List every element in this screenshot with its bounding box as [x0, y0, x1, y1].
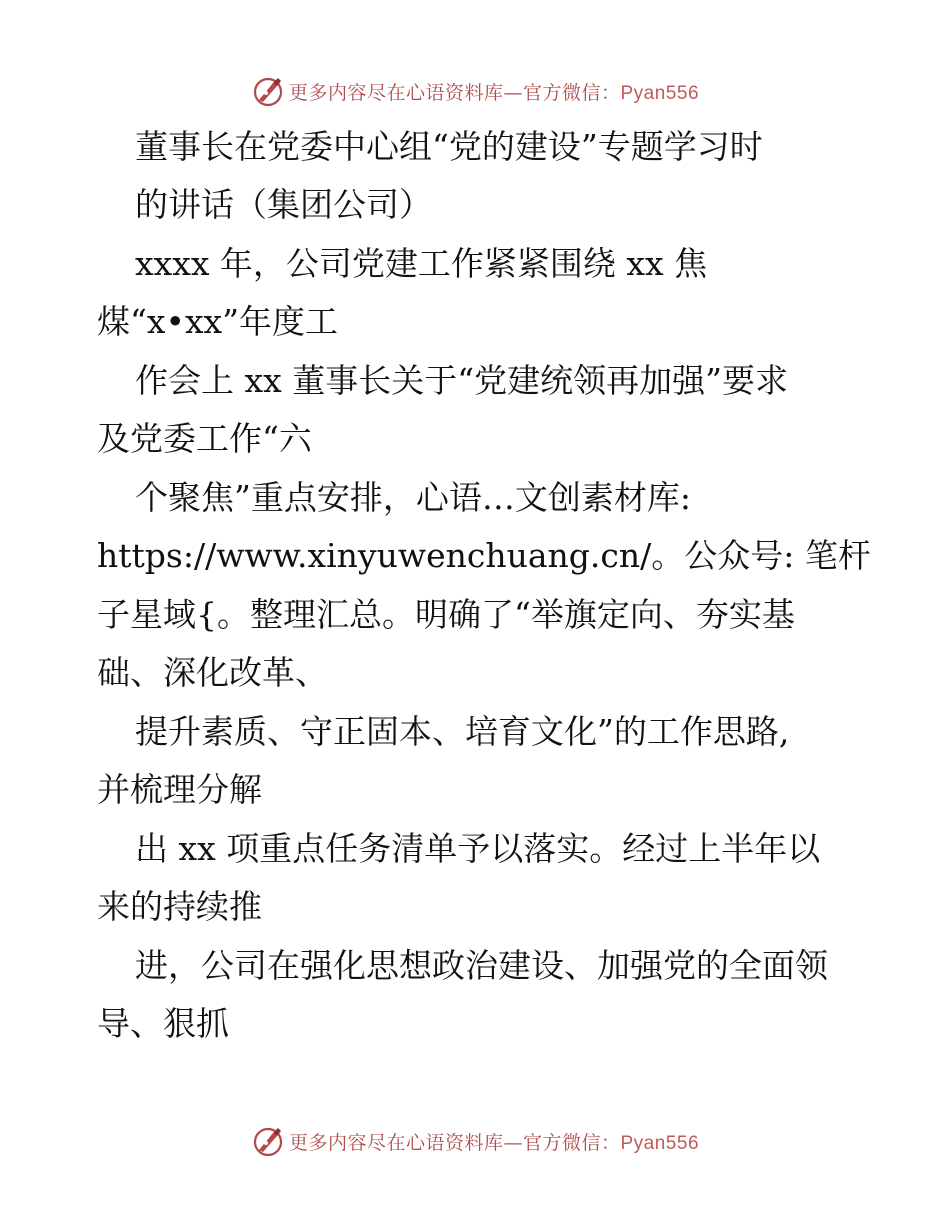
paragraph-line: https://www.xinyuwenchuang.cn/。公众号: 笔杆 — [97, 536, 871, 575]
paragraph-line: 出 xx 项重点任务清单予以落实。经过上半年以 — [135, 829, 821, 868]
watermark-text: 更多内容尽在心语资料库 — [288, 81, 504, 104]
paragraph-line: 煤“x•xx”年度工 — [97, 302, 339, 341]
pen-logo-icon — [251, 1124, 285, 1158]
watermark-dash: — — [503, 81, 523, 104]
paragraph-line: 来的持续推 — [97, 887, 262, 926]
paragraph-line: 并梳理分解 — [97, 770, 262, 809]
paragraph-line: 导、狠抓 — [97, 1004, 229, 1043]
paragraph-line: 作会上 xx 董事长关于“党建统领再加强”要求 — [135, 361, 788, 400]
watermark-handle: Pyan556 — [620, 1132, 700, 1154]
paragraph-line: 及党委工作“六 — [97, 419, 312, 458]
paragraph-line: 个聚焦”重点安排，心语…文创素材库: — [135, 478, 691, 517]
paragraph-line: 进，公司在强化思想政治建设、加强党的全面领 — [135, 946, 828, 985]
paragraph-line: 提升素质、守正固本、培育文化”的工作思路, — [135, 712, 790, 751]
watermark-handle: Pyan556 — [620, 82, 700, 104]
watermark-wechat-label: 官方微信： — [522, 1131, 621, 1154]
paragraph-line: 子星域{。整理汇总。明确了“举旗定向、夯实基 — [97, 595, 795, 634]
watermark-text: 更多内容尽在心语资料库 — [288, 1131, 504, 1154]
watermark-dash: — — [503, 1131, 523, 1154]
watermark-wechat-label: 官方微信： — [522, 81, 621, 104]
title-line-2: 的讲话（集团公司） — [135, 185, 432, 224]
footer-watermark — [0, 1121, 950, 1161]
paragraph-line: xxxx 年，公司党建工作紧紧围绕 xx 焦 — [135, 244, 708, 283]
paragraph-line: 础、深化改革、 — [97, 653, 328, 692]
header-watermark — [0, 71, 950, 111]
title-line-1: 董事长在党委中心组“党的建设”专题学习时 — [135, 127, 763, 166]
pen-logo-icon — [251, 74, 285, 108]
